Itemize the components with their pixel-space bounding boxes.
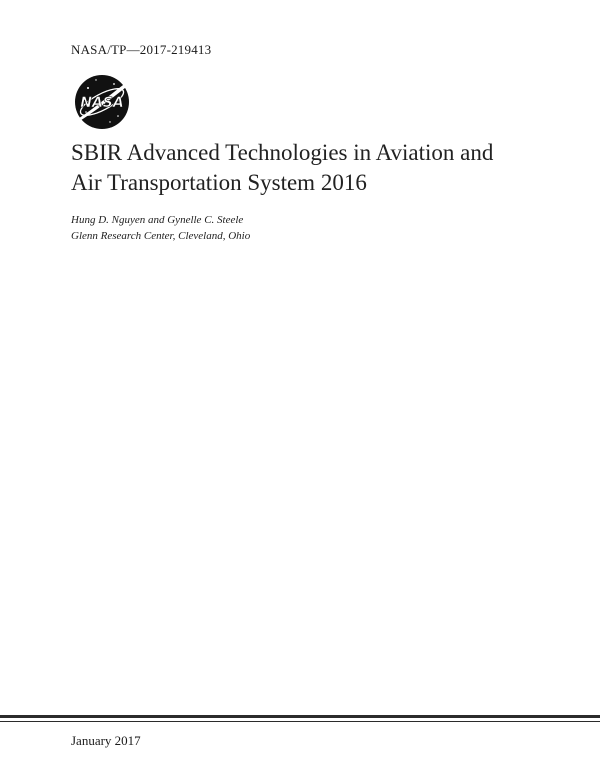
title-line-2: Air Transportation System 2016 <box>71 170 367 195</box>
authors: Hung D. Nguyen and Gynelle C. Steele <box>71 214 244 226</box>
report-number: NASA/TP—2017-219413 <box>71 42 212 57</box>
divider-thin <box>0 721 600 722</box>
publication-date: January 2017 <box>71 733 141 748</box>
document-title <box>71 138 571 198</box>
divider-thick <box>0 715 600 718</box>
nasa-logo-text: NASA <box>80 95 124 111</box>
nasa-meatball-logo-icon <box>70 70 136 132</box>
author-block <box>71 212 250 244</box>
title-line-1: SBIR Advanced Technologies in Aviation and <box>71 140 494 165</box>
nasa-logo <box>70 70 136 132</box>
affiliation: Glenn Research Center, Cleveland, Ohio <box>71 230 251 242</box>
